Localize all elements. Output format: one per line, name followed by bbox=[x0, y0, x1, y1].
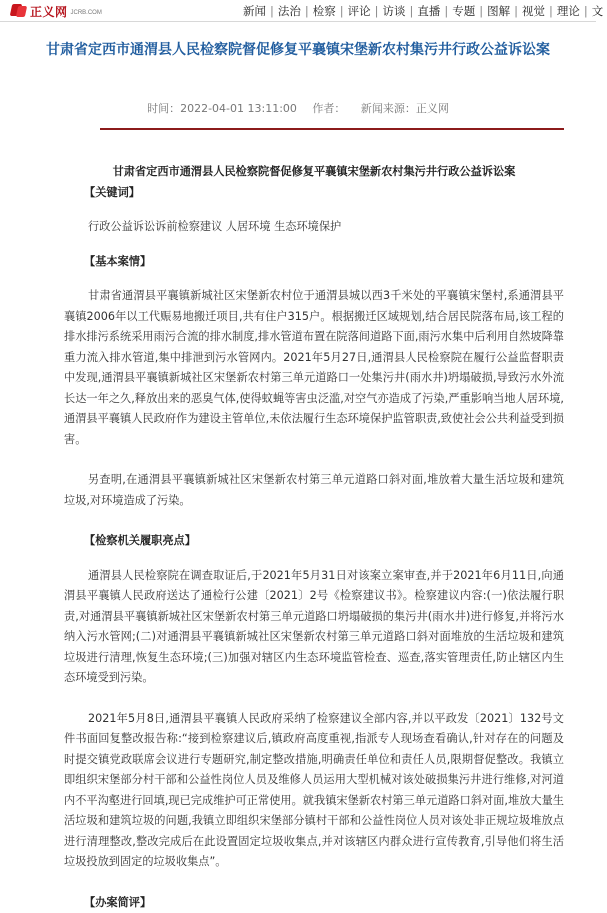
additional-facts-paragraph: 另查明,在通渭县平襄镇新城社区宋堡新农村第三单元道路口斜对面,堆放着大量生活垃圾和建筑垃圾,对环境造成了污染。 bbox=[64, 470, 564, 511]
logo-text: 正义网 bbox=[30, 3, 68, 20]
nav-separator: | bbox=[549, 4, 553, 18]
site-logo[interactable] bbox=[10, 2, 102, 20]
nav-item-comment[interactable]: 评论 bbox=[344, 3, 375, 19]
nav-item-law[interactable]: 法治 bbox=[274, 3, 305, 19]
nav-item-news[interactable]: 新闻 bbox=[239, 3, 270, 19]
nav-separator: | bbox=[270, 4, 274, 18]
nav-item-procuratorate[interactable]: 检察 bbox=[309, 3, 340, 19]
keywords-heading: 【关键词】 bbox=[84, 183, 564, 204]
case-review-heading: 【办案简评】 bbox=[84, 893, 564, 913]
nav-item-graphics[interactable]: 图解 bbox=[483, 3, 514, 19]
article-meta bbox=[0, 100, 596, 116]
performance-paragraph-2: 2021年5月8日,通渭县平襄镇人民政府采纳了检察建议全部内容,并以平政发〔2021〕132号文件书面回复整改报告称:“接到检察建议后,镇政府高度重视,指派专人现场查看确认,针对存在的问题及时提交镇党政联席会议进行专题研究,制定整改措施,明确责任单位和责任人员,限期督促整改。我镇立即组织宋堡部分村干部和公益性岗位人员及维修人员运用大型机械对该处破损集污井进行维修,对河道内不平沟壑进行回填,现已完成维护可正常使用。就我镇宋堡新农村第三单元道路口斜对面,堆放大量生活垃圾和建筑垃圾的问题,我镇立即组织宋堡部分镇村干部和公益性岗位人员对该处非正规垃圾堆放点进行清理整改,整改完成后在此设置固定垃圾收集点,并对该辖区内群众进行宣传教育,引导他们将生活垃圾投放到固定的垃圾收集点”。 bbox=[64, 709, 564, 873]
article-body bbox=[64, 162, 564, 913]
nav-separator: | bbox=[514, 4, 518, 18]
case-title: 甘肃省定西市通渭县人民检察院督促修复平襄镇宋堡新农村集污井行政公益诉讼案 bbox=[64, 162, 564, 183]
performance-paragraph-1: 通渭县人民检察院在调查取证后,于2021年5月31日对该案立案审查,并于2021年6月11日,向通渭县平襄镇人民政府送达了通检行公建〔2021〕2号《检察建议书》。检察建议内容:(一)依法履行职责,对通渭县平襄镇新城社区宋堡新农村第三单元道路口坍塌破损的集污井(雨水井)进行修复,并将污水纳入污水管网;(二)对通渭县平襄镇新城社区宋堡新农村第三单元道路口斜对面堆放的生活垃圾和建筑垃圾进行清理,恢复生态环境;(三)加强对辖区内生态环境监管检查、巡查,落实管理责任,防止辖区内生态环境受到污染。 bbox=[64, 566, 564, 689]
basic-facts-paragraph: 甘肃省通渭县平襄镇新城社区宋堡新农村位于通渭县城以西3千米处的平襄镇宋堡村,系通渭县平襄镇2006年以工代赈易地搬迁项目,共有住户315户。根据搬迁区域规划,结合居民院落布局,该工程的排水排污系统采用雨污合流的排水制度,排水管道布置在院落间道路下面,雨污水集中后利用自然坡降靠重力流入排水管道,集中排泄到污水管网内。2021年5月27日,通渭县人民检察院在履行公益监督职责中发现,通渭县平襄镇新城社区宋堡新农村第三单元道路口一处集污井(雨水井)坍塌破损,导致污水外流长达一年之久,释放出来的恶臭气体,使得蚊蝇等害虫泛滥,对空气亦造成了污染,严重影响当地人居环境,通渭县平襄镇人民政府作为建设主管单位,未依法履行生态环境保护监管职责,致使社会公共利益受到损害。 bbox=[64, 286, 564, 450]
performance-heading: 【检察机关履职亮点】 bbox=[84, 531, 564, 552]
main-nav bbox=[239, 0, 607, 22]
nav-separator: | bbox=[410, 4, 414, 18]
title-divider bbox=[100, 128, 564, 130]
nav-separator: | bbox=[584, 4, 588, 18]
nav-separator: | bbox=[479, 4, 483, 18]
logo-mark-icon bbox=[10, 3, 28, 19]
nav-separator: | bbox=[444, 4, 448, 18]
basic-facts-heading: 【基本案情】 bbox=[84, 252, 564, 273]
nav-item-theory[interactable]: 理论 bbox=[553, 3, 584, 19]
logo-url: JCRB.COM bbox=[71, 10, 102, 16]
article-title: 甘肃省定西市通渭县人民检察院督促修复平襄镇宋堡新农村集污井行政公益诉讼案 bbox=[30, 38, 566, 62]
nav-item-topics[interactable]: 专题 bbox=[448, 3, 479, 19]
nav-item-culture[interactable]: 文 bbox=[588, 3, 607, 19]
nav-item-live[interactable]: 直播 bbox=[413, 3, 444, 19]
site-header bbox=[0, 0, 596, 22]
nav-separator: | bbox=[375, 4, 379, 18]
publish-time: 时间：2022-04-01 13:11:00 bbox=[147, 102, 297, 115]
nav-item-visual[interactable]: 视觉 bbox=[518, 3, 549, 19]
nav-separator: | bbox=[305, 4, 309, 18]
news-source: 新闻来源：正义网 bbox=[361, 102, 449, 115]
author-label: 作者： bbox=[312, 102, 345, 115]
nav-separator: | bbox=[340, 4, 344, 18]
nav-item-interview[interactable]: 访谈 bbox=[379, 3, 410, 19]
keywords-text: 行政公益诉讼诉前检察建议 人居环境 生态环境保护 bbox=[88, 217, 564, 238]
